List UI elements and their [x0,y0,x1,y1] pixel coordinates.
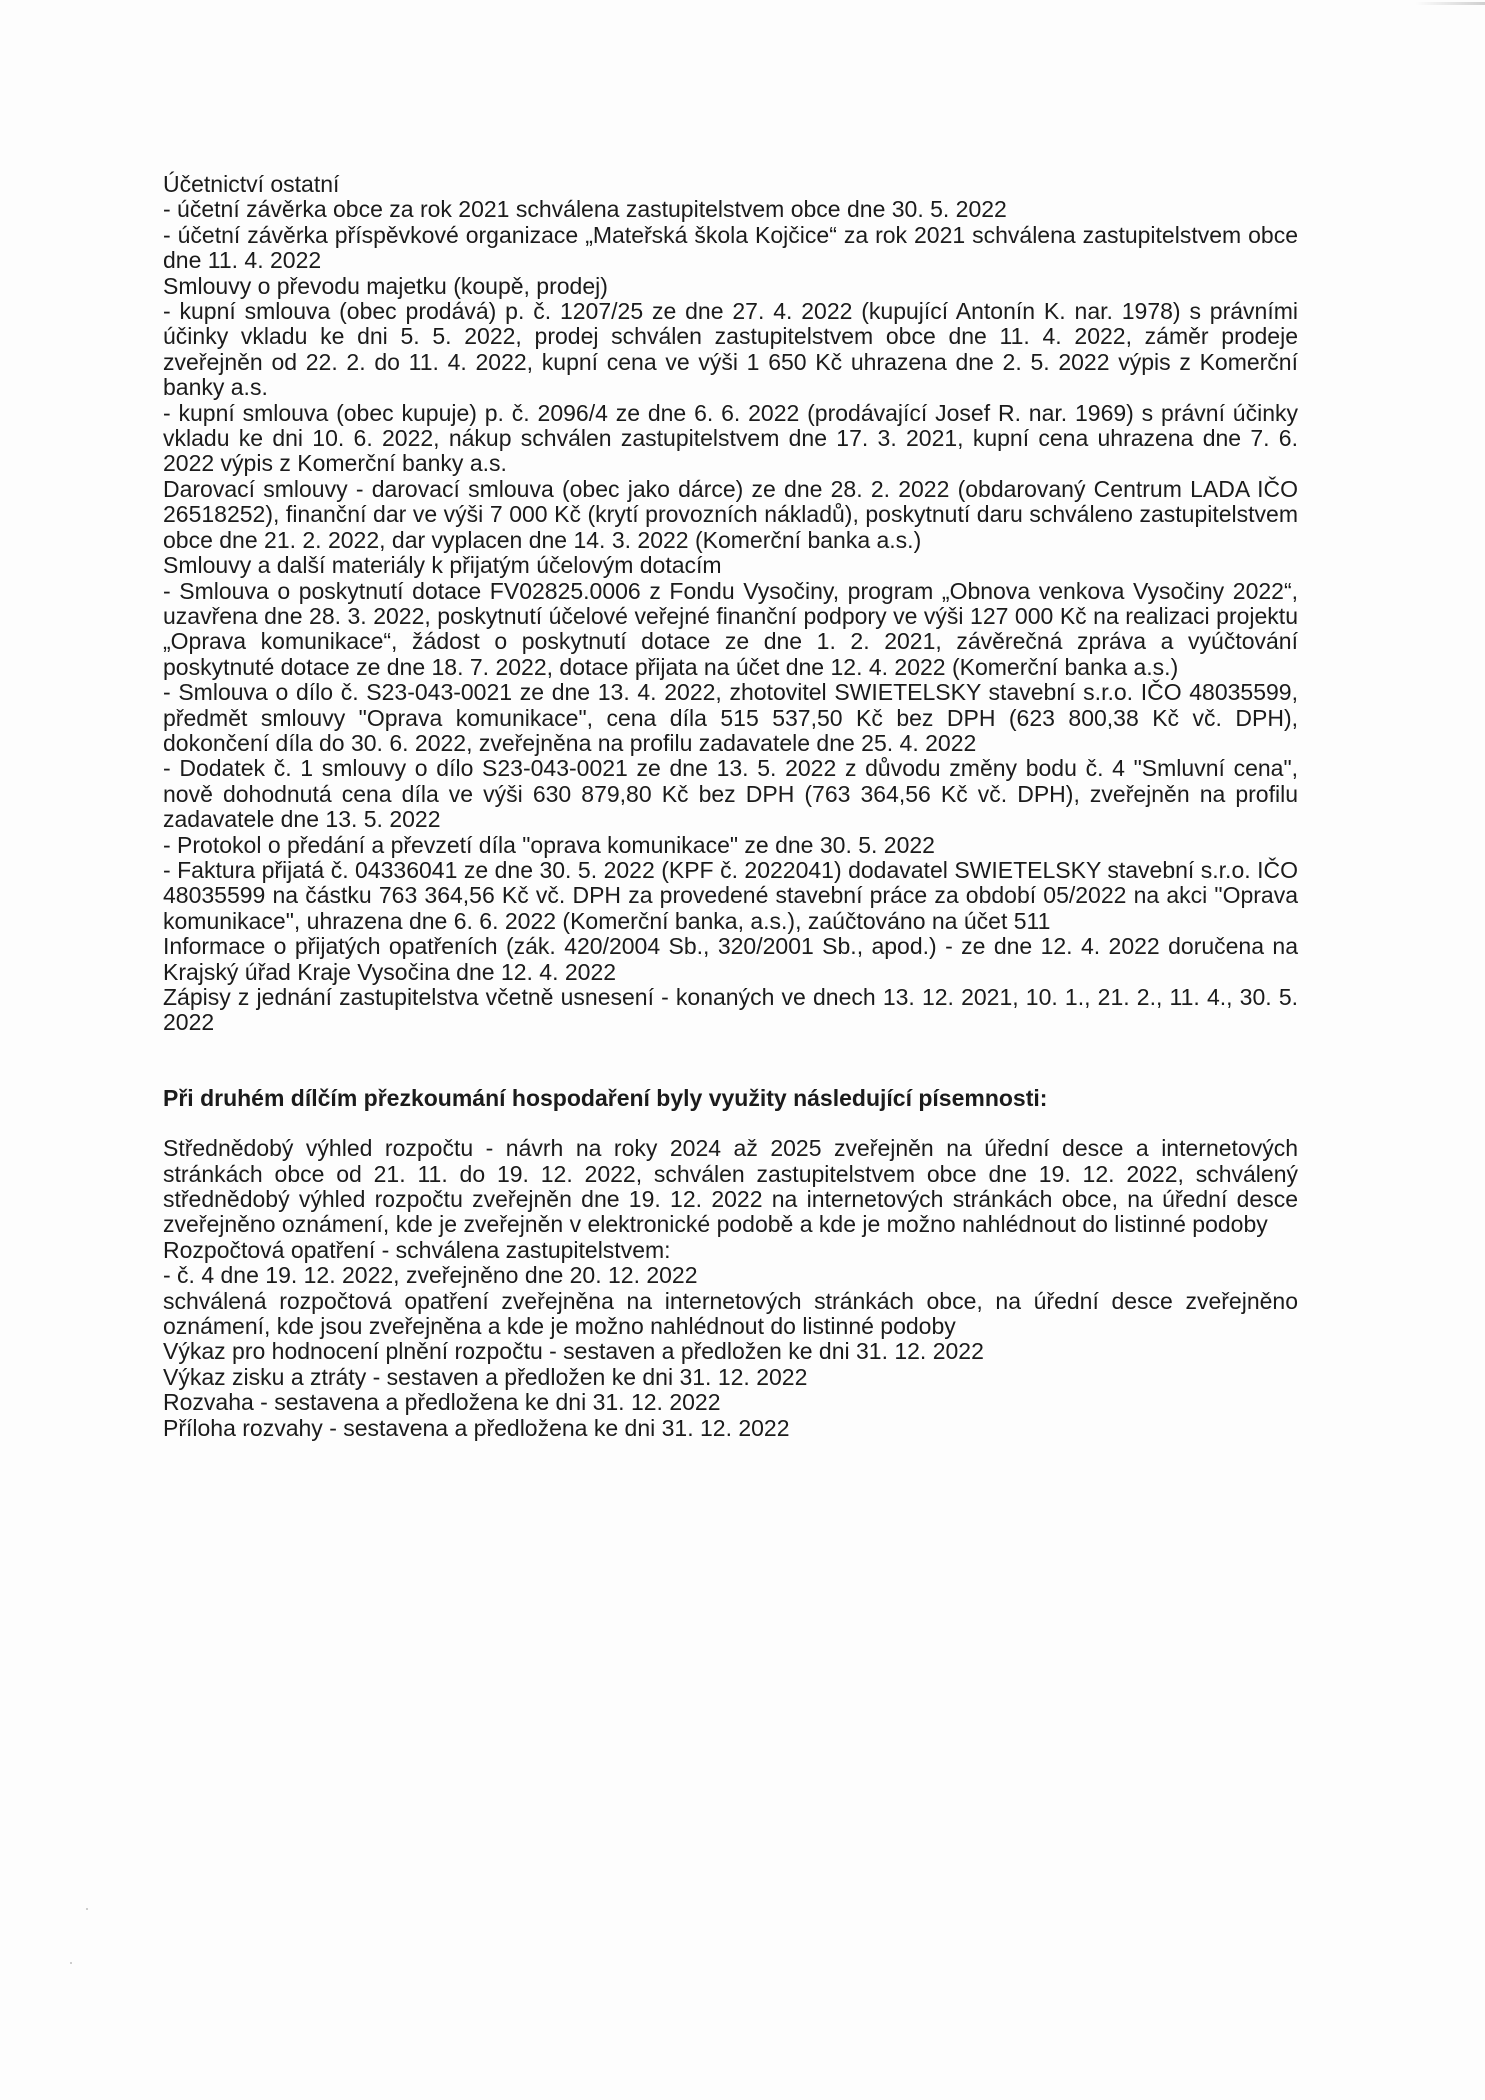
paragraph-handover-protocol: - Protokol o předání a převzetí díla "oprava komunikace" ze dne 30. 5. 2022 [163,831,935,858]
paragraph-budget-fulfilment-report: Výkaz pro hodnocení plnění rozpočtu - sestaven a předložen ke dni 31. 12. 2022 [163,1338,984,1365]
paragraph-subsidy-contract: - Smlouva o poskytnutí dotace FV02825.0006 z Fondu Vysočiny, program „Obnova venkova Vysočiny 2022“, uzavřena dne 28. 3. 2022, poskytnutí účelové veřejné finanční podpory ve výši 127 000 Kč na realizaci projektu „Oprava komunikace“, žádost o poskytnutí dotace ze dne 1. 2. 2021, závěrečná zpráva a vyúčtování poskytnuté dotace ze dne 18. 7. 2022, dotace přijata na účet dne 12. 4. 2022 (Komerční banka a.s.) [163,577,1298,680]
paragraph-donation-contract: Darovací smlouvy - darovací smlouva (obec jako dárce) ze dne 28. 2. 2022 (obdarovaný Centrum LADA IČO 26518252), finanční dar ve výši 7 000 Kč (krytí provozních nákladů), poskytnutí daru schváleno zastupitelstvem obce dne 21. 2. 2022, dar vyplacen dne 14. 3. 2022 (Komerční banka a.s.) [163,475,1298,553]
paragraph-council-minutes: Zápisy z jednání zastupitelstva včetně usnesení - konaných ve dnech 13. 12. 2021, 10. 1., 21. 2., 11. 4., 30. 5. 2022 [163,984,1298,1036]
paragraph-medium-term-outlook: Střednědobý výhled rozpočtu - návrh na roky 2024 až 2025 zveřejněn na úřední desce a internetových stránkách obce od 21. 11. do 19. 12. 2022, schválen zastupitelstvem obce dne 19. 12. 2022, schválený střednědobý výhled rozpočtu zveřejněn dne 19. 12. 2022 na internetových stránkách obce, na úřední desce zveřejněno oznámení, kde je zveřejněn v elektronické podobě a kde je možno nahlédnout do listinné podoby [163,1135,1298,1238]
scan-speck [86,1908,88,1910]
section-title-property-transfer: Smlouvy o převodu majetku (koupě, prodej) [163,272,608,299]
paragraph-annual-closing-municipality: - účetní závěrka obce za rok 2021 schválena zastupitelstvem obce dne 30. 5. 2022 [163,196,1007,223]
paragraph-invoice: - Faktura přijatá č. 04336041 ze dne 30. 5. 2022 (KPF č. 2022041) dodavatel SWIETELSKY stavební s.r.o. IČO 48035599 na částku 763 364,56 Kč vč. DPH za provedené stavební práce za období 05/2022 na akci "Oprava komunikace", uhrazena dne 6. 6. 2022 (Komerční banka, a.s.), zaúčtováno na účet 511 [163,856,1298,934]
paragraph-measures-information: Informace o přijatých opatřeních (zák. 420/2004 Sb., 320/2001 Sb., apod.) - ze dne 12. 4. 2022 doručena na Krajský úřad Kraje Vysočina dne 12. 4. 2022 [163,933,1298,985]
section-heading-second-review: Při druhém dílčím přezkoumání hospodaření byly využity následující písemnosti: [163,1084,1048,1111]
paragraph-balance-sheet: Rozvaha - sestavena a předložena ke dni 31. 12. 2022 [163,1389,721,1416]
paragraph-purchase-contract-sale: - kupní smlouva (obec prodává) p. č. 1207/25 ze dne 27. 4. 2022 (kupující Antonín K. nar. 1978) s právními účinky vkladu ke dni 5. 5. 2022, prodej schválen zastupitelstvem obce dne 11. 4. 2022, záměr prodeje zveřejněn od 22. 2. do 11. 4. 2022, kupní cena ve výši 1 650 Kč uhrazena dne 2. 5. 2022 výpis z Komerční banky a.s. [163,298,1298,401]
paragraph-balance-sheet-annex: Příloha rozvahy - sestavena a předložena ke dni 31. 12. 2022 [163,1414,790,1441]
paragraph-annual-closing-kindergarten: - účetní závěrka příspěvkové organizace „Mateřská škola Kojčice“ za rok 2021 schválena zastupitelstvem obce dne 11. 4. 2022 [163,221,1298,274]
scan-edge-mark [1415,2,1485,5]
paragraph-purchase-contract-buy: - kupní smlouva (obec kupuje) p. č. 2096/4 ze dne 6. 6. 2022 (prodávající Josef R. nar. 1969) s právní účinky vkladu ke dni 10. 6. 2022, nákup schválen zastupitelstvem dne 17. 3. 2021, kupní cena uhrazena dne 7. 6. 2022 výpis z Komerční banky a.s. [163,399,1298,477]
scan-speck [70,1962,72,1964]
document-body [163,172,1298,1441]
paragraph-work-contract: - Smlouva o dílo č. S23-043-0021 ze dne 13. 4. 2022, zhotovitel SWIETELSKY stavební s.r.o. IČO 48035599, předmět smlouvy "Oprava komunikace", cena díla 515 537,50 Kč bez DPH (623 800,38 Kč vč. DPH), dokončení díla do 30. 6. 2022, zveřejněna na profilu zadavatele dne 25. 4. 2022 [163,679,1298,756]
section-title-subsidies: Smlouvy a další materiály k přijatým účelovým dotacím [163,552,722,579]
paragraph-profit-loss-report: Výkaz zisku a ztráty - sestaven a předložen ke dni 31. 12. 2022 [163,1363,808,1390]
paragraph-budget-measure-4: - č. 4 dne 19. 12. 2022, zveřejněno dne 20. 12. 2022 [163,1262,698,1289]
paragraph-budget-measures-published: schválená rozpočtová opatření zveřejněna na internetových stránkách obce, na úřední desce zveřejněno oznámení, kde jsou zveřejněna a kde je možno nahlédnout do listinné podoby [163,1287,1298,1340]
section-title-budget-measures: Rozpočtová opatření - schválena zastupitelstvem: [163,1236,671,1263]
paragraph-contract-amendment: - Dodatek č. 1 smlouvy o dílo S23-043-0021 ze dne 13. 5. 2022 z důvodu změny bodu č. 4 "Smluvní cena", nově dohodnutá cena díla ve výši 630 879,80 Kč bez DPH (763 364,56 Kč vč. DPH), zveřejněn na profilu zadavatele dne 13. 5. 2022 [163,755,1298,833]
section-title-accounting: Účetnictví ostatní [163,171,340,197]
